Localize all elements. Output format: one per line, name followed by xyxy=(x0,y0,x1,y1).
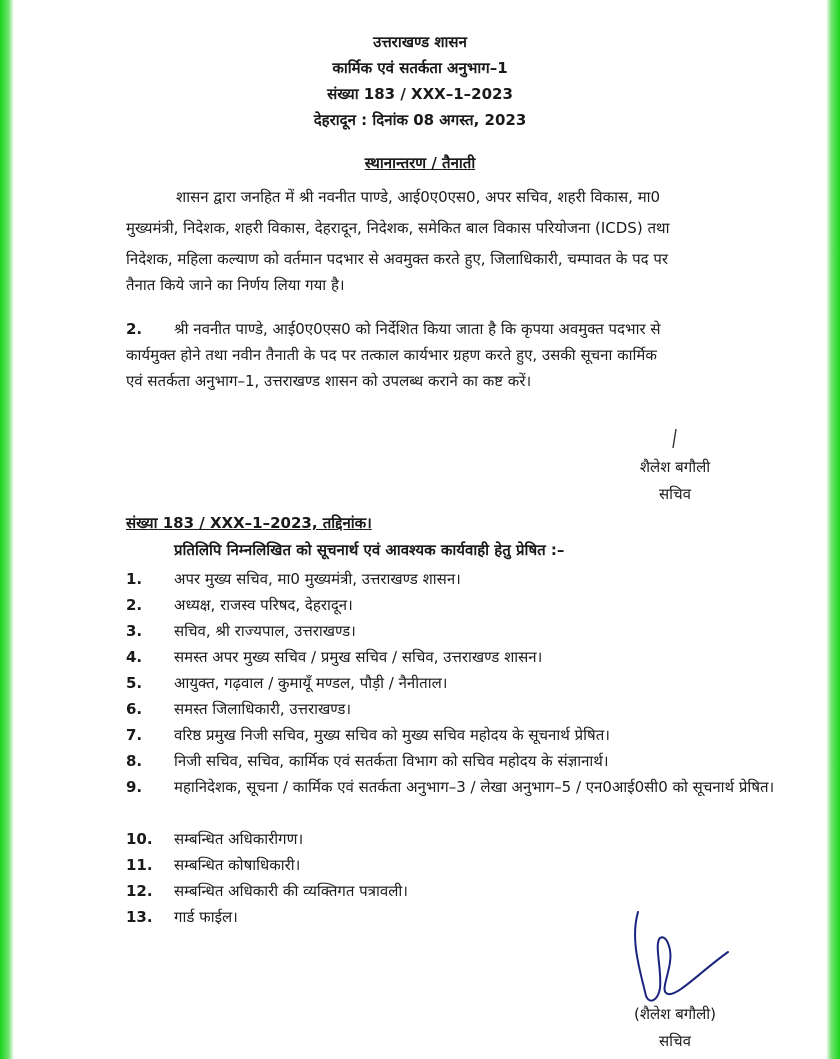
signature-1-name: शैलेश बगौली xyxy=(639,458,711,476)
copy-intro: प्रतिलिपि निम्नलिखित को सूचनार्थ एवं आवश्यक कार्यवाही हेतु प्रेषित :– xyxy=(174,541,565,559)
paragraph-2-line: कार्यमुक्त होने तथा नवीन तैनाती के पद पर तत्काल कार्यभार ग्रहण करते हुए, उसकी सूचना कार्मिक xyxy=(126,346,657,364)
signature-2-name: (शैलेश बगौली) xyxy=(634,1005,716,1023)
subject-heading: स्थानान्तरण / तैनाती xyxy=(364,154,476,172)
paragraph-2-number: 2. xyxy=(126,320,143,338)
paragraph-1-line: निदेशक, महिला कल्याण को वर्तमान पदभार से अवमुक्त करते हुए, जिलाधिकारी, चम्पावत के पद पर xyxy=(126,250,668,268)
paragraph-1-line: तैनात किये जाने का निर्णय लिया गया है। xyxy=(126,276,345,294)
document-page: उत्तराखण्ड शासन कार्मिक एवं सतर्कता अनुभाग–1 संख्या 183 / XXX–1–2023 देहरादून : दिनांक 08 अगस्त, 2023 स्थानान्तरण / तैनाती शासन द्वारा जनहित में श्री नवनीत पाण्डे, आई0ए0एस0, अपर सचिव, शहरी विकास, मा0 मुख्यमंत्री, निदेशक, शहरी विकास, देहरादून, निदेशक, समेकित बाल विकास परियोजना (ICDS) तथा निदेशक, महिला कल्याण को वर्तमान पदभार से अवमुक्त करते हुए, जिलाधिकारी, चम्पावत के पद पर तैनात किये जाने का निर्णय लिया गया है। 2. श्री नवनीत पाण्डे, आई0ए0एस0 को निर्देशित किया जाता है कि कृपया अवमुक्त पदभार से कार्यमुक्त होने तथा नवीन तैनाती के पद पर तत्काल कार्यभार ग्रहण करते हुए, उसकी सूचना कार्मिक एवं सतर्कता अनुभाग–1, उत्तराखण्ड शासन को उपलब्ध कराने का कष्ट करें। शैलेश बगौली सचिव संख्या 183 / XXX–1–2023, तद्दिनांक। प्रतिलिपि निम्नलिखित को सूचनार्थ एवं आवश्यक कार्यवाही हेतु प्रेषित :– 1. अपर मुख्य सचिव, मा0 मुख्यमंत्री, उत्तराखण्ड शासन। 2. अध्यक्ष, राजस्व परिषद, देहरादून। 3. सचिव, श्री राज्यपाल, उत्तराखण्ड। 4. समस्त अपर मुख्य सचिव / प्रमुख सचिव / सचिव, उत्तराखण्ड शासन। 5. आयुक्त, गढ़वाल / कुमायूँ मण्डल, पौड़ी / नैनीताल। 6. समस्त जिलाधिकारी, उत्तराखण्ड। 7. वरिष्ठ प्रमुख निजी सचिव, मुख्य सचिव को मुख्य सचिव महोदय के सूचनार्थ प्रेषित। 8. निजी सचिव, सचिव, कार्मिक एवं सतर्कता विभाग को सचिव महोदय के संज्ञानार्थ। 9. महानिदेशक, सूचना / कार्मिक एवं सतर्कता अनुभाग–3 / लेखा अनुभाग–5 / एन0आई0सी0 को सूचनार्थ प्रेषित। 10. सम्बन्धित अधिकारीगण। 11. सम्बन्धित कोषाधिकारी। 12. सम्बन्धित अधिकारी की व्यक्तिगत पत्रावली। 13. गार्ड फाईल। (शैलेश बगौली) सचिव xyxy=(0,0,840,1059)
paragraph-1 xyxy=(126,213,780,244)
signature-2-designation: सचिव xyxy=(659,1032,691,1050)
copy-reference: संख्या 183 / XXX–1–2023, तद्दिनांक। xyxy=(126,514,372,532)
paragraph-2-line: एवं सतर्कता अनुभाग–1, उत्तराखण्ड शासन को उपलब्ध कराने का कष्ट करें। xyxy=(126,372,532,390)
paragraph-1-line: मुख्यमंत्री, निदेशक, शहरी विकास, देहरादून, निदेशक, समेकित बाल विकास परियोजना (ICDS) तथा xyxy=(126,219,670,237)
paragraph-1 xyxy=(126,270,780,301)
signature-mark xyxy=(668,428,680,450)
header-date: देहरादून : दिनांक 08 अगस्त, 2023 xyxy=(313,111,527,129)
paragraph-2 xyxy=(126,366,780,397)
header-number: संख्या 183 / XXX–1–2023 xyxy=(327,85,513,103)
paragraph-1-line: शासन द्वारा जनहित में श्री नवनीत पाण्डे, आई0ए0एस0, अपर सचिव, शहरी विकास, मा0 xyxy=(176,188,661,206)
header-government: उत्तराखण्ड शासन xyxy=(373,33,467,51)
paragraph-2-line: श्री नवनीत पाण्डे, आई0ए0एस0 को निर्देशित किया जाता है कि कृपया अवमुक्त पदभार से xyxy=(174,320,661,338)
paragraph-1 xyxy=(126,182,780,213)
handwritten-signature xyxy=(600,900,750,1010)
header-department: कार्मिक एवं सतर्कता अनुभाग–1 xyxy=(332,59,508,77)
signature-1-designation: सचिव xyxy=(659,485,691,503)
